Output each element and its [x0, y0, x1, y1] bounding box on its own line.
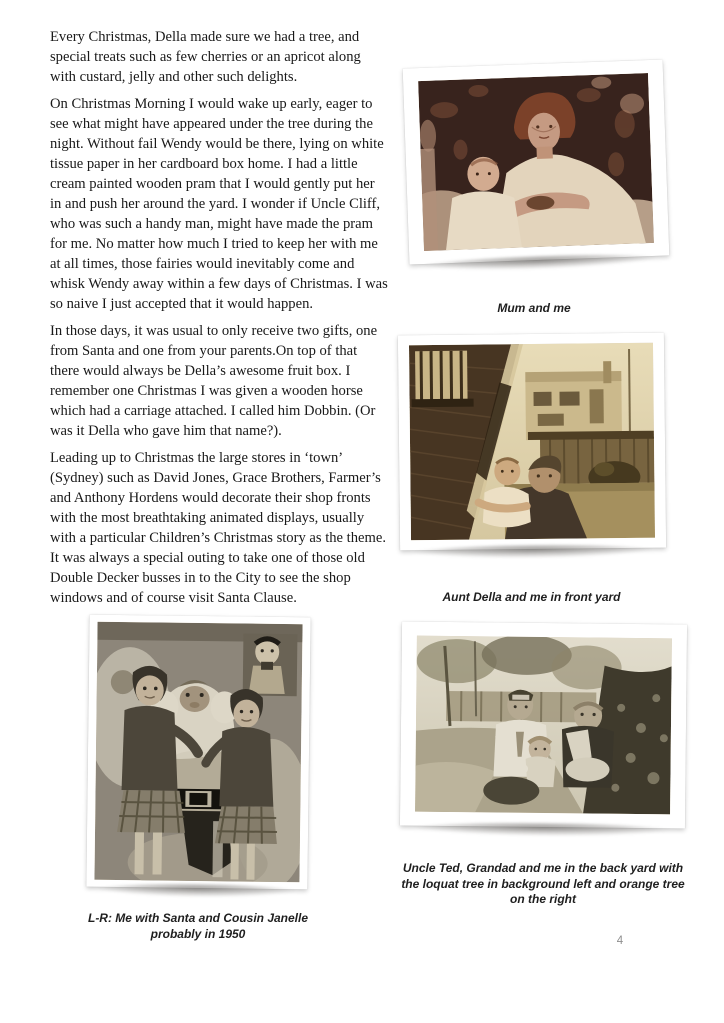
photo-santa-image [94, 622, 302, 882]
photo-mum-and-me-print [418, 73, 654, 251]
photo-mum-and-me-image [418, 73, 654, 251]
photo-santa-print [94, 622, 302, 882]
page-number: 4 [616, 935, 624, 947]
photo-caption-mum-and-me: Mum and me [497, 301, 571, 315]
photo-caption-uncle-ted: Uncle Ted, Grandad and me in the back yard with the loquat tree in background left and orange tree on the right [401, 861, 685, 906]
photo-caption-santa: L-R: Me with Santa and Cousin Janelle probably in 1950 [87, 911, 309, 941]
photo-mum-and-me [403, 60, 670, 265]
body-paragraph-2: On Christmas Morning I would wake up early, eager to see what might have appeared under the tree during the night. Without fail Wendy would be there, lying on white tissue paper in her cardboard box home. I had a little cream painted wooden pram that I would gently put her in and push her around the yard. I wonder if Uncle Cliff, who was such a handy man, might have made the pram for me. No matter how much I tried to keep her with me at all times, those fairies would inevitably come and whisk Wendy away within a few days of Christmas. I was so naive I just accepted that it would happen. [50, 96, 388, 312]
photo-uncle-ted-print [415, 636, 672, 815]
photo-santa-cousin-janelle [86, 615, 310, 890]
text-column [50, 27, 388, 615]
body-paragraph-3: In those days, it was usual to only receive two gifts, one from Santa and one from your parents.On top of that there would always be Della’s awesome fruit box. I remember one Christmas I was given a wooden horse which had a carriage attached. I called him Dobbin. (Or was it Della who gave him that name?). [50, 323, 378, 439]
photo-uncle-ted-image [415, 636, 672, 815]
body-paragraph-4: Leading up to Christmas the large stores in ‘town’ (Sydney) such as David Jones, Grace Brothers, Farmer’s and Anthony Hordens would decorate their shop fronts with the most breathtaking animated displays, usually with a particular Children’s Christmas story as the theme. It was always a special outing to take one of those old Double Decker busses in to the City to see the shop windows and of course visit Santa Clause. [50, 450, 386, 606]
photo-aunt-della-image [409, 343, 655, 541]
photo-aunt-della-print [409, 343, 655, 541]
photo-caption-aunt-della: Aunt Della and me in front yard [442, 590, 621, 604]
photo-aunt-della-front-yard [398, 333, 666, 551]
photo-uncle-ted-grandad [400, 622, 687, 829]
body-paragraph-1: Every Christmas, Della made sure we had a tree, and special treats such as few cherries or an apricot along with custard, jelly and other such delights. [50, 29, 361, 85]
